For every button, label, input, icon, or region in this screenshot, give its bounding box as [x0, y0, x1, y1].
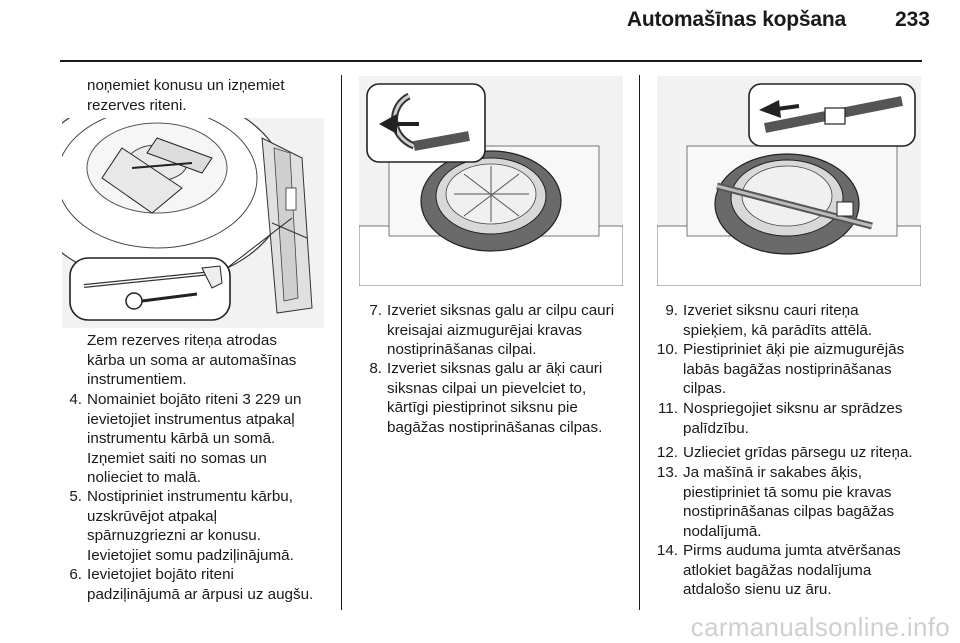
step-number: 13.: [656, 464, 678, 481]
text-line: Izņemiet saiti no somas un: [87, 449, 267, 467]
text-line: instrumentu kārbā un somā.: [87, 430, 276, 447]
text-line: Piestipriniet āķi pie aizmugurējās: [683, 341, 905, 358]
step-number: 7.: [369, 302, 382, 319]
text-line: Zem rezerves riteņa atrodas: [87, 332, 277, 349]
text-line: piestipriniet tā somu pie kravas: [683, 483, 892, 501]
text-line: atdalošo sienu uz āru.: [683, 581, 832, 598]
text-line: spārnuzgriezni ar konusu.: [87, 527, 261, 544]
step-number: 5.: [69, 488, 82, 505]
text-line: Izveriet siksnas galu ar cilpu cauri: [387, 302, 615, 319]
step-number: 4.: [69, 391, 82, 408]
text-line: siksnas cilpai un pievelciet to,: [387, 379, 587, 397]
column-divider-2: [639, 75, 640, 610]
text-line: Pirms auduma jumta atvēršanas: [683, 542, 901, 559]
step-number: 14.: [656, 542, 678, 559]
text-line: uzskrūvējot atpakaļ: [87, 507, 218, 525]
text-line: rezerves riteni.: [87, 96, 187, 114]
text-line: cilpas.: [683, 380, 727, 397]
text-line: spieķiem, kā parādīts attēlā.: [683, 321, 873, 339]
text-line: Nostipriniet instrumentu kārbu,: [87, 488, 293, 505]
text-line: Izveriet siksnu cauri riteņa: [683, 302, 859, 319]
watermark: carmanualsonline.info: [690, 612, 950, 642]
text-line: Uzlieciet grīdas pārsegu uz riteņa.: [683, 444, 913, 461]
text-line: Ievietojiet somu padziļinājumā.: [87, 546, 294, 564]
text-line: Nomainiet bojāto riteni 3 229 un: [87, 391, 302, 408]
text-line: Ja mašīnā ir sakabes āķis,: [683, 464, 862, 481]
page-title: Automašīnas kopšana: [626, 8, 846, 31]
step-number: 11.: [658, 400, 678, 417]
text-line: atlokiet bagāžas nodalījuma: [683, 561, 872, 579]
text-line: kārba un soma ar automašīnas: [87, 351, 297, 369]
text-line: Ievietojiet bojāto riteni: [87, 566, 234, 583]
text-line: palīdzību.: [683, 419, 749, 437]
intro-text: [87, 76, 285, 115]
text-line: instrumentiem.: [87, 371, 187, 388]
text-line: kārtīgi piestiprinot siksnu pie: [387, 399, 578, 416]
figure-tool-kit: [62, 118, 324, 328]
step-number: 8.: [369, 360, 382, 377]
text-line: nostiprināšanas cilpai.: [387, 341, 537, 358]
text-line: nolieciet to malā.: [87, 469, 201, 486]
text-line: ievietojiet instrumentus atpakaļ: [87, 410, 295, 428]
text-line: kreisajai aizmugurējai kravas: [387, 321, 582, 339]
figure-strap-buckle: [657, 76, 921, 286]
step-number: 9.: [665, 302, 678, 319]
figure-strap-loop: [359, 76, 623, 286]
text-line: bagāžas nostiprināšanas cilpas.: [387, 418, 603, 436]
text-line: noņemiet konusu un izņemiet: [87, 77, 285, 94]
text-line: labās bagāžas nostiprināšanas: [683, 360, 892, 378]
step-number: 6.: [69, 566, 82, 583]
step-number: 12.: [656, 444, 678, 461]
text-line: Izveriet siksnas galu ar āķi cauri: [387, 360, 603, 377]
page-number: 233: [894, 8, 930, 31]
column-divider-1: [341, 75, 342, 610]
step-number: 10.: [656, 341, 678, 358]
text-line: nodalījumā.: [683, 522, 762, 540]
header-rule: [60, 60, 922, 62]
figure-caption: [87, 331, 296, 390]
text-line: Nospriegojiet siksnu ar sprādzes: [683, 400, 903, 417]
text-line: nostiprināšanas cilpas bagāžas: [683, 503, 895, 520]
text-line: padziļinājumā ar ārpusi uz augšu.: [87, 585, 314, 603]
